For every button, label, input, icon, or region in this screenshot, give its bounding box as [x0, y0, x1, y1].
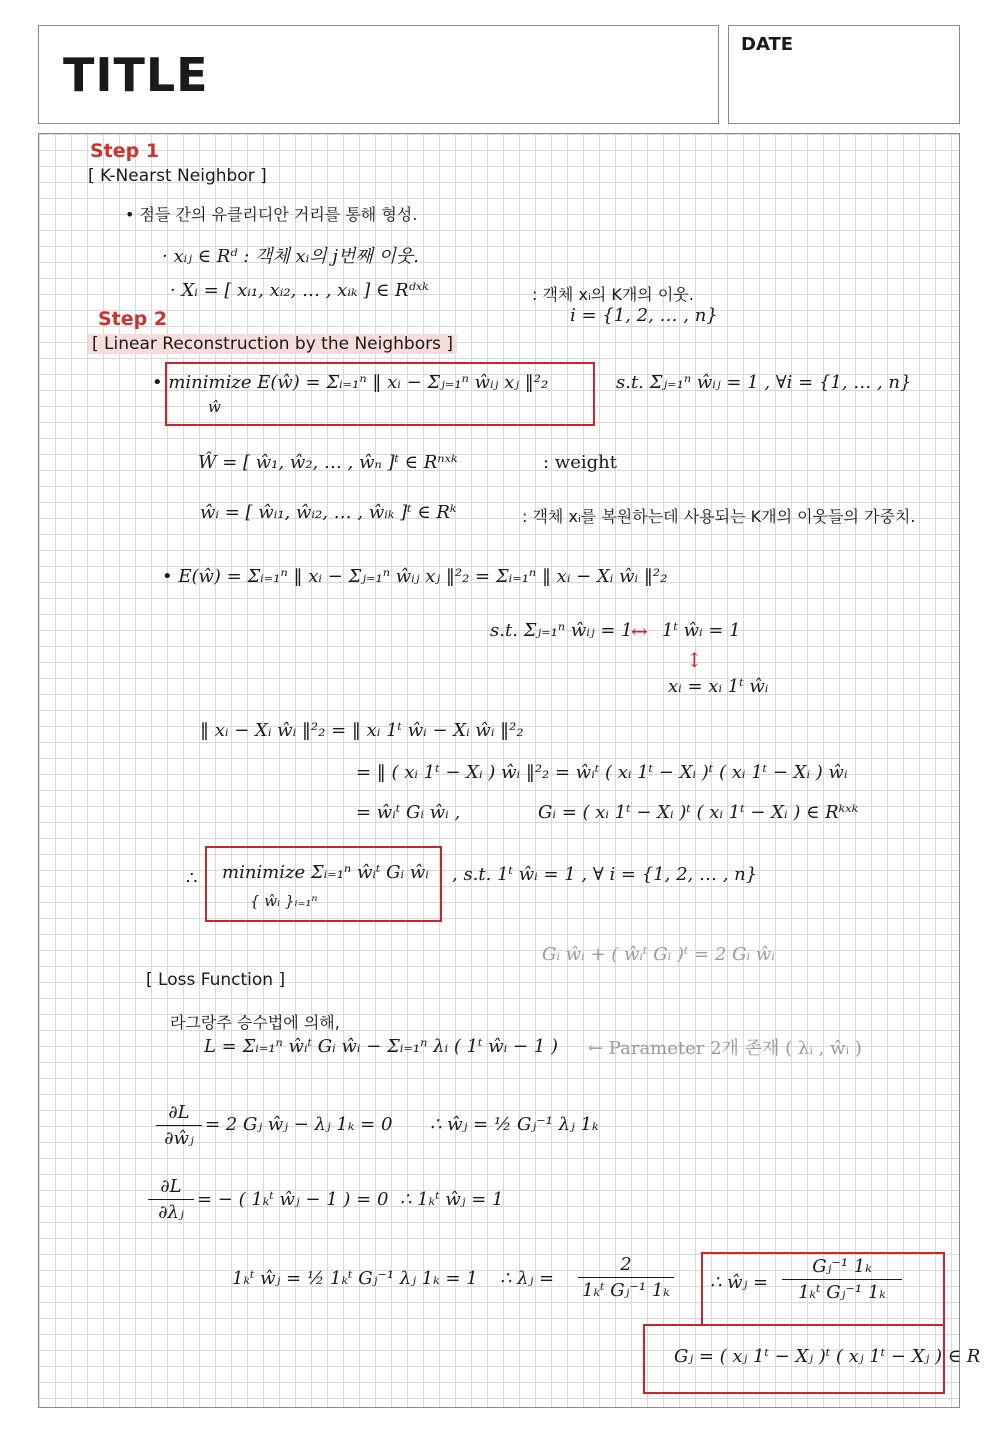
final-objective-sub: { ŵᵢ }ᵢ₌₁ⁿ: [250, 892, 318, 910]
w-numerator: Gⱼ⁻¹ 1ₖ: [782, 1256, 902, 1280]
loss-intro: 라그랑주 승수법에 의해,: [170, 1013, 340, 1032]
step1-def2-note: : 객체 xᵢ의 K개의 이웃.: [532, 285, 694, 304]
wi-definition: ŵᵢ = [ ŵᵢ₁, ŵᵢ₂, … , ŵᵢₖ ]ᵗ ∈ Rᵏ: [200, 502, 457, 523]
step1-label: Step 1: [90, 140, 160, 162]
dl-dw-result: ∴ ŵⱼ = ½ Gⱼ⁻¹ λⱼ 1ₖ: [430, 1114, 599, 1135]
dl-dw-denominator: ∂ŵⱼ: [164, 1128, 194, 1149]
dl-dw-fraction: [156, 1102, 202, 1149]
constraint-equiv: 1ᵗ ŵᵢ = 1: [662, 620, 741, 641]
dl-dlambda-equation: = − ( 1ₖᵗ ŵⱼ − 1 ) = 0: [197, 1189, 389, 1210]
parameter-note: ← Parameter 2개 존재 ( λᵢ , ŵᵢ ): [588, 1038, 862, 1059]
derivation-line3: = ŵᵢᵗ Gᵢ ŵᵢ ,: [356, 802, 461, 823]
step1-heading: [ K-Nearst Neighbor ]: [88, 166, 267, 186]
wi-note: : 객체 xᵢ를 복원하는데 사용되는 K개의 이웃들의 가중치.: [522, 507, 916, 526]
step2-heading: [ Linear Reconstruction by the Neighbors ]: [88, 334, 457, 354]
final-objective-box: [205, 846, 442, 922]
lambda-lhs: ∴ λⱼ =: [500, 1268, 555, 1289]
equivalence-arrow: ↔: [631, 619, 648, 643]
step1-bullet: • 점들 간의 유클리디안 거리를 통해 형성.: [125, 205, 418, 224]
date-label: DATE: [741, 34, 794, 55]
step2-label: Step 2: [98, 308, 168, 330]
derivation-line2: = ‖ ( xᵢ 1ᵗ − Xᵢ ) ŵᵢ ‖²₂ = ŵᵢᵗ ( xᵢ 1ᵗ − Xᵢ )ᵗ ( xᵢ 1ᵗ − Xᵢ ) ŵᵢ: [356, 762, 848, 783]
page-title: TITLE: [63, 48, 209, 102]
result-box-step: [643, 1324, 703, 1326]
constraint-line: s.t. Σⱼ₌₁ⁿ ŵᵢⱼ = 1: [490, 620, 633, 641]
step1-index-set: i = {1, 2, … , n}: [570, 305, 718, 326]
objective-rewrite: • E(ŵ) = Σᵢ₌₁ⁿ ‖ xᵢ − Σⱼ₌₁ⁿ ŵᵢⱼ xⱼ ‖²₂ = Σᵢ₌₁ⁿ ‖ xᵢ − Xᵢ ŵᵢ ‖²₂: [162, 566, 668, 587]
vertical-arrow: ↕: [686, 648, 703, 672]
w-definition: Ŵ = [ ŵ₁, ŵ₂, … , ŵₙ ]ᵗ ∈ Rⁿˣᵏ: [198, 452, 458, 473]
objective-sub: ŵ: [208, 398, 221, 416]
lambda-numerator: 2: [578, 1254, 674, 1278]
step1-def1: · xᵢⱼ ∈ Rᵈ : 객체 xᵢ의 j번째 이웃.: [162, 246, 419, 267]
gj-definition: Gⱼ = ( xⱼ 1ᵗ − Xⱼ )ᵗ ( xⱼ 1ᵗ − Xⱼ ) ∈ R: [674, 1346, 981, 1367]
w-note: : weight: [543, 452, 617, 473]
step1-def2: · Xᵢ = [ xᵢ₁, xᵢ₂, … , xᵢₖ ] ∈ Rᵈˣᵏ: [170, 280, 429, 301]
dl-dw-equation: = 2 Gⱼ ŵⱼ − λⱼ 1ₖ = 0: [205, 1114, 393, 1135]
date-box: [728, 25, 960, 124]
lambda-fraction: [578, 1254, 674, 1301]
w-denominator: 1ₖᵗ Gⱼ⁻¹ 1ₖ: [798, 1282, 886, 1303]
lambda-denominator: 1ₖᵗ Gⱼ⁻¹ 1ₖ: [582, 1280, 670, 1301]
derivation-line1: ‖ xᵢ − Xᵢ ŵᵢ ‖²₂ = ‖ xᵢ 1ᵗ ŵᵢ − Xᵢ ŵᵢ ‖²₂: [200, 720, 524, 741]
final-constraint: , s.t. 1ᵗ ŵᵢ = 1 , ∀ i = {1, 2, … , n}: [452, 864, 758, 885]
objective: • minimize E(ŵ) = Σᵢ₌₁ⁿ ‖ xᵢ − Σⱼ₌₁ⁿ ŵᵢⱼ xⱼ ‖²₂: [152, 372, 549, 393]
gradient-side-note: Gᵢ ŵᵢ + ( ŵᵢᵗ Gᵢ )ᵗ = 2 Gᵢ ŵᵢ: [542, 944, 775, 965]
dl-dw-numerator: ∂L: [156, 1102, 202, 1126]
dl-dlambda-denominator: ∂λⱼ: [158, 1202, 184, 1223]
therefore-symbol: ∴: [186, 868, 198, 889]
lagrangian: L = Σᵢ₌₁ⁿ ŵᵢᵗ Gᵢ ŵᵢ − Σᵢ₌₁ⁿ λᵢ ( 1ᵗ ŵᵢ − 1 ): [204, 1036, 558, 1057]
title-box: [38, 25, 719, 124]
w-fraction: [782, 1256, 902, 1303]
loss-heading: [ Loss Function ]: [146, 970, 286, 990]
dl-dlambda-numerator: ∂L: [148, 1176, 194, 1200]
dl-dlambda-result: ∴ 1ₖᵗ ŵⱼ = 1: [400, 1189, 504, 1210]
w-lhs: ∴ ŵⱼ =: [710, 1272, 769, 1293]
dl-dlambda-fraction: [148, 1176, 194, 1223]
g-definition: Gᵢ = ( xᵢ 1ᵗ − Xᵢ )ᵗ ( xᵢ 1ᵗ − Xᵢ ) ∈ Rᵏˣᵏ: [538, 802, 859, 823]
final-objective: minimize Σᵢ₌₁ⁿ ŵᵢᵗ Gᵢ ŵᵢ: [222, 862, 429, 883]
xi-identity: xᵢ = xᵢ 1ᵗ ŵᵢ: [668, 676, 769, 697]
objective-constraint: s.t. Σⱼ₌₁ⁿ ŵᵢⱼ = 1 , ∀i = {1, … , n}: [616, 372, 912, 393]
substitution: 1ₖᵗ ŵⱼ = ½ 1ₖᵗ Gⱼ⁻¹ λⱼ 1ₖ = 1: [232, 1268, 478, 1289]
